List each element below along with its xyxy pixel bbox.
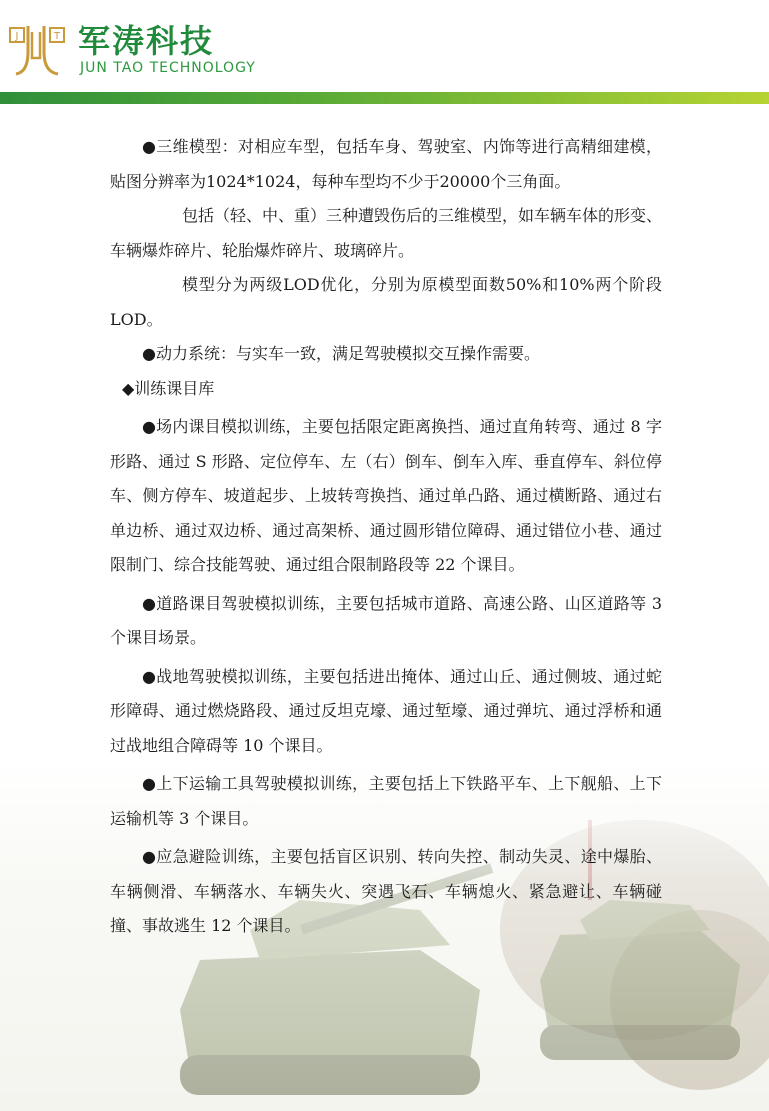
paragraph-transport-training: ●上下运输工具驾驶模拟训练，主要包括上下铁路平车、上下舰船、上下运输机等 3 个课目。 [110, 774, 662, 828]
paragraph-road-training: ●道路课目驾驶模拟训练，主要包括城市道路、高速公路、山区道路等 3 个课目场景。 [110, 593, 662, 647]
page-header [0, 0, 769, 108]
paragraph-power-system: ●动力系统：与实车一致，满足驾驶模拟交互操作需要。 [142, 344, 540, 363]
paragraph-field-training: ●场内课目模拟训练，主要包括限定距离换挡、通过直角转弯、通过 8 字形路、通过 S 形路、定位停车、左（右）倒车、倒车入库、垂直停车、斜位停车、侧方停车、坡道起步、上坡转弯换挡、通过单凸路、通过横断路、通过右单边桥、通过双边桥、通过高架桥、通过圆形错位障碍、通过错位小巷、通过限制门、综合技能驾驶、通过组合限制路段等 22 个课目。 [110, 417, 662, 574]
brand-name-cn: 军涛科技 [78, 22, 215, 60]
section-heading-training: ◆训练课目库 [122, 378, 215, 398]
paragraph-lod: 模型分为两级LOD优化，分别为原模型面数50%和10%两个阶段LOD。 [110, 275, 662, 329]
svg-text:J: J [15, 31, 19, 42]
paragraph-3d-model: ●三维模型：对相应车型，包括车身、驾驶室、内饰等进行高精细建模，贴图分辨率为1024*1024，每种车型均不少于20000个三角面。 [110, 137, 662, 191]
paragraph-emergency-training: ●应急避险训练，主要包括盲区识别、转向失控、制动失灵、途中爆胎、车辆侧滑、车辆落水、车辆失火、突遇飞石、车辆熄火、紧急避让、车辆碰撞、事故逃生 12 个课目。 [110, 847, 662, 935]
paragraph-battlefield-training: ●战地驾驶模拟训练，主要包括进出掩体、通过山丘、通过侧坡、通过蛇形障碍、通过燃烧路段、通过反坦克壕、通过堑壕、通过弹坑、通过浮桥和通过战地组合障碍等 10 个课目。 [110, 666, 662, 755]
svg-text:T: T [53, 31, 61, 42]
brand-name-en: JUN TAO TECHNOLOGY [80, 60, 256, 76]
company-logo-icon [8, 22, 68, 78]
paragraph-damage-model: 包括（轻、中、重）三种遭毁伤后的三维模型，如车辆车体的形变、车辆爆炸碎片、轮胎爆炸碎片、玻璃碎片。 [110, 206, 663, 260]
header-gradient-bar [0, 92, 769, 104]
document-body [110, 130, 662, 944]
